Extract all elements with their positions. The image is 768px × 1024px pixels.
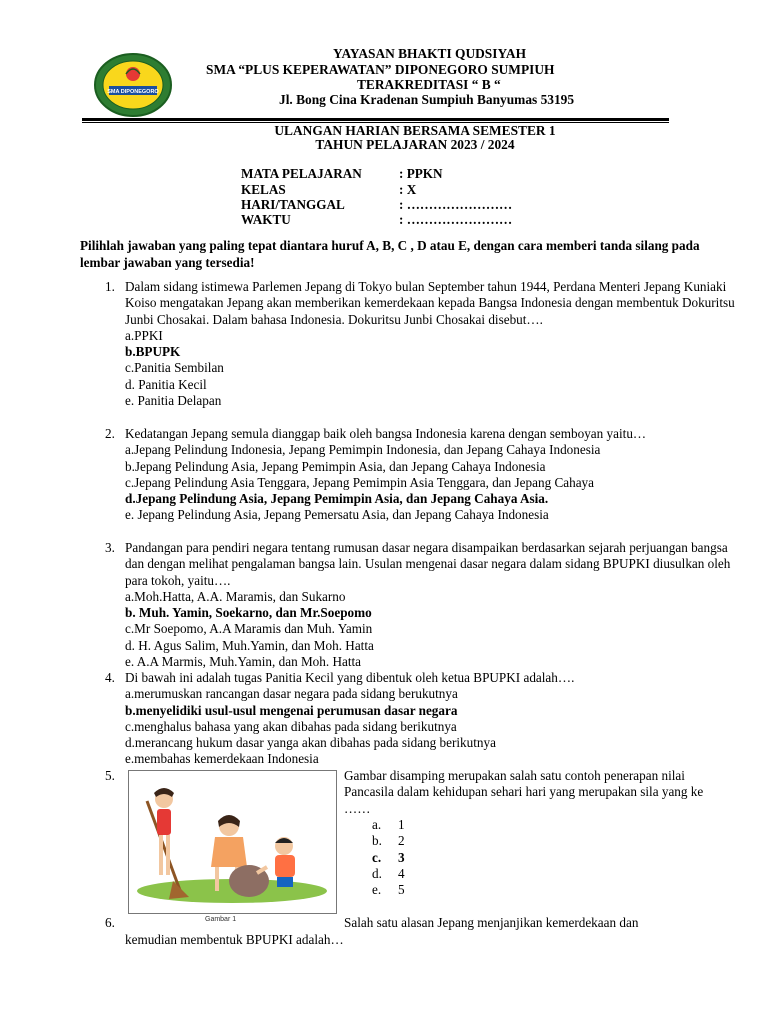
header-rule-thick bbox=[82, 118, 669, 121]
option: e.membahas kemerdekaan Indonesia bbox=[125, 751, 319, 767]
meta-value: : PPKN bbox=[399, 166, 443, 181]
option: d.Jepang Pelindung Asia, Jepang Pemimpin Asia, dan Jepang Cahaya Asia. bbox=[125, 491, 549, 507]
question-text: Pandangan para pendiri negara tentang rumusan dasar negara disampaikan berdasarkan sejarah perjuangan bangsa dan dengan melihat pengalaman bangsa lain. Usulan mengenai dasar negara dalam sidang BPUPKI diusulkan oleh para tokoh, yaitu…. bbox=[125, 540, 731, 588]
meta-date bbox=[241, 197, 512, 213]
school-address: Jl. Bong Cina Kradenan Sumpiuh Banyumas 53195 bbox=[279, 92, 575, 107]
question-6-text: Salah satu alasan Jepang menjanjikan kemerdekaan dan bbox=[344, 915, 639, 930]
question-6-text-cont: kemudian membentuk BPUPKI adalah… bbox=[125, 932, 344, 947]
option bbox=[372, 833, 405, 849]
option: b.BPUPK bbox=[125, 344, 181, 360]
option bbox=[372, 817, 405, 833]
option: a.merumuskan rancangan dasar negara pada sidang berukutnya bbox=[125, 686, 458, 702]
option-letter: a. bbox=[372, 817, 382, 832]
option: d. Panitia Kecil bbox=[125, 376, 207, 392]
exam-title: ULANGAN HARIAN BERSAMA SEMESTER 1 bbox=[274, 123, 556, 138]
option: c.Panitia Sembilan bbox=[125, 360, 224, 376]
image-caption: Gambar 1 bbox=[205, 916, 237, 923]
option-letter: c. bbox=[372, 849, 382, 865]
meta-class bbox=[241, 182, 416, 198]
option-value: 1 bbox=[398, 817, 405, 832]
meta-key: HARI/TANGGAL bbox=[241, 197, 345, 212]
option: d.merancang hukum dasar yanga akan dibahas pada sidang berikutnya bbox=[125, 735, 496, 751]
option: a.Jepang Pelindung Indonesia, Jepang Pemimpin Indonesia, dan Jepang Cahaya Indonesia bbox=[125, 442, 601, 458]
option: d. H. Agus Salim, Muh.Yamin, dan Moh. Hatta bbox=[125, 637, 374, 653]
school-name: SMA “PLUS KEPERAWATAN” DIPONEGORO SUMPIUH bbox=[206, 62, 555, 77]
question-1 bbox=[105, 279, 735, 409]
meta-value: : …………………… bbox=[399, 197, 513, 212]
foundation-name: YAYASAN BHAKTI QUDSIYAH bbox=[333, 46, 526, 61]
option: a.PPKI bbox=[125, 327, 163, 343]
option: c.menghalus bahasa yang akan dibahas pada sidang berikutnya bbox=[125, 718, 457, 734]
option: b. Muh. Yamin, Soekarno, dan Mr.Soepomo bbox=[125, 605, 372, 621]
meta-subject bbox=[241, 166, 443, 182]
option bbox=[372, 882, 405, 898]
question-text: Dalam sidang istimewa Parlemen Jepang di Tokyo bulan September tahun 1944, Perdana Menteri Jepang Kuniaki Koiso mengatakan Jepang akan memberikan kemerdekaan kepada Bangsa Indonesia dengan membentuk Dokuritsu Junbi Chosakai. Dalam bahasa Indonesia. Dokuritsu Junbi Chosakai disebut…. bbox=[125, 279, 735, 327]
question-number: 5. bbox=[105, 768, 115, 783]
option-letter: b. bbox=[372, 833, 382, 849]
option-letter: e. bbox=[372, 882, 382, 898]
meta-time bbox=[241, 212, 512, 228]
option: b.Jepang Pelindung Asia, Jepang Pemimpin Asia, dan Jepang Cahaya Indonesia bbox=[125, 458, 546, 474]
option: e. Jepang Pelindung Asia, Jepang Pemersatu Asia, dan Jepang Cahaya Indonesia bbox=[125, 507, 549, 523]
question-number: 3. bbox=[105, 540, 115, 555]
option bbox=[372, 866, 405, 882]
question-text: Kedatangan Jepang semula dianggap baik oleh bangsa Indonesia karena dengan semboyan yaitu… bbox=[125, 426, 647, 441]
logo-text: SMA DIPONEGORO bbox=[107, 89, 159, 95]
question-number: 4. bbox=[105, 670, 115, 685]
instruction: Pilihlah jawaban yang paling tepat diantara huruf A, B, C , D atau E, dengan cara memberi tanda silang pada lembar jawaban yang tersedia! bbox=[80, 238, 700, 270]
meta-value: : …………………… bbox=[399, 212, 513, 227]
option: e. A.A Marmis, Muh.Yamin, dan Moh. Hatta bbox=[125, 654, 362, 670]
option-value: 3 bbox=[398, 849, 405, 865]
meta-key: MATA PELAJARAN bbox=[241, 166, 362, 181]
question-3 bbox=[105, 540, 735, 670]
option: e. Panitia Delapan bbox=[125, 393, 222, 409]
option: c.Mr Soepomo, A.A Maramis dan Muh. Yamin bbox=[125, 621, 373, 637]
option-letter: d. bbox=[372, 865, 382, 881]
meta-key: KELAS bbox=[241, 182, 286, 197]
question-number: 2. bbox=[105, 426, 115, 441]
meta-key: WAKTU bbox=[241, 212, 291, 227]
meta-value: : X bbox=[399, 182, 417, 197]
question-number: 6. bbox=[105, 915, 115, 930]
accreditation: TERAKREDITASI “ B “ bbox=[357, 77, 501, 92]
exam-year: TAHUN PELAJARAN 2023 / 2024 bbox=[315, 137, 515, 152]
option bbox=[372, 850, 405, 866]
question-text: Di bawah ini adalah tugas Panitia Kecil yang dibentuk oleh ketua BPUPKI adalah…. bbox=[125, 670, 575, 685]
question-5-options bbox=[372, 817, 405, 898]
option: a.Moh.Hatta, A.A. Maramis, dan Sukarno bbox=[125, 588, 346, 604]
option: c.Jepang Pelindung Asia Tenggara, Jepang Pemimpin Asia Tenggara, dan Jepang Cahaya bbox=[125, 474, 595, 490]
question-4 bbox=[105, 670, 735, 768]
option: b.menyelidiki usul-usul mengenai perumusan dasar negara bbox=[125, 702, 458, 718]
option-value: 4 bbox=[398, 865, 405, 881]
question-2 bbox=[105, 426, 735, 524]
option-value: 5 bbox=[398, 882, 405, 898]
question-number: 1. bbox=[105, 279, 115, 294]
children-cleaning-image bbox=[129, 771, 336, 913]
illustration-children-cleaning bbox=[128, 770, 337, 914]
school-logo bbox=[93, 52, 173, 118]
question-5-text: Gambar disamping merupakan salah satu contoh penerapan nilai Pancasila dalam kehidupan sehari hari yang merupakan sila yang ke …… bbox=[344, 768, 704, 816]
option-value: 2 bbox=[398, 833, 405, 849]
